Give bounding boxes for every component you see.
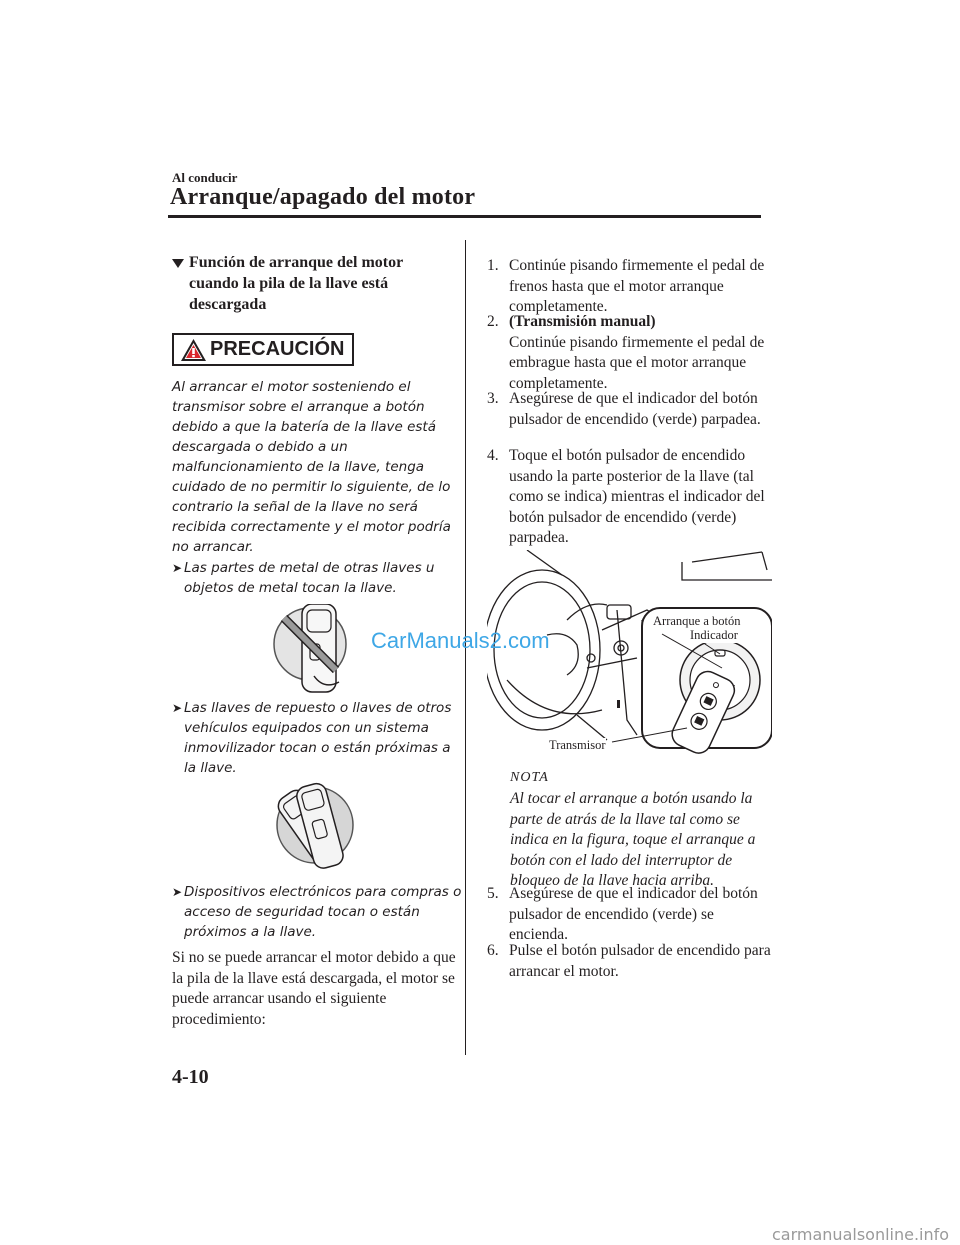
caution-text: Al arrancar el motor sosteniendo el transmisor sobre el arranque a botón debido a que la batería de la llave está descargada o debido a un malfuncionamiento de la llave, tenga cuidado de no permitir lo siguiente, de lo contrario la señal de la llave no será recibida correctamente y el motor podría no arrancar. bbox=[172, 379, 451, 555]
step-item bbox=[487, 256, 772, 318]
arrow-bullet-icon: ➤ bbox=[172, 885, 183, 899]
key-metal-illustration bbox=[270, 604, 360, 694]
step-text: Asegúrese de que el indicador del botón pulsador de encendido (verde) parpadea. bbox=[509, 390, 761, 428]
step-number: 1. bbox=[487, 257, 499, 274]
step-text: Continúe pisando firmemente el pedal de embrague hasta que el motor arranque completamente. bbox=[509, 333, 765, 392]
bullet-text: Dispositivos electrónicos para compras o acceso de seguridad tocan o están próximos a la llave. bbox=[184, 884, 462, 940]
page-title: Arranque/apagado del motor bbox=[170, 184, 476, 210]
figure-label-indicator: Indicador bbox=[690, 628, 738, 642]
arrow-bullet-icon: ➤ bbox=[172, 701, 183, 715]
bullet-text: Las partes de metal de otras llaves u objetos de metal tocan la llave. bbox=[184, 560, 435, 596]
triangle-down-icon bbox=[172, 259, 184, 268]
step-item bbox=[487, 884, 772, 946]
caution-label: PRECAUCIÓN bbox=[210, 338, 345, 360]
step-number: 5. bbox=[487, 885, 499, 902]
two-keys-illustration bbox=[270, 780, 360, 875]
procedure-intro: Si no se puede arrancar el motor debido a que la pila de la llave está descargada, el motor se puede arrancar usando el siguiente procedimiento: bbox=[172, 949, 456, 1028]
subheading bbox=[172, 252, 452, 315]
caution-box bbox=[172, 333, 354, 366]
step-item bbox=[487, 312, 772, 394]
section-label: Al conducir bbox=[172, 170, 238, 185]
warning-icon bbox=[180, 338, 207, 362]
arrow-bullet-icon: ➤ bbox=[172, 561, 183, 575]
step-text: Pulse el botón pulsador de encendido para arrancar el motor. bbox=[509, 942, 771, 980]
step-text: Asegúrese de que el indicador del botón pulsador de encendido (verde) se encienda. bbox=[509, 885, 758, 943]
figure-label-transmitter: Transmisor bbox=[549, 738, 606, 752]
step-number: 3. bbox=[487, 390, 499, 407]
bullet-item bbox=[172, 558, 462, 598]
step-number: 2. bbox=[487, 313, 499, 330]
bullet-item bbox=[172, 698, 462, 778]
footer-url: carmanualsonline.info bbox=[772, 1225, 950, 1244]
page-number: 4-10 bbox=[172, 1066, 209, 1088]
step-item bbox=[487, 941, 772, 982]
note-text: Al tocar el arranque a botón usando la parte de atrás de la llave tal como se indica en la figura, toque el arranque a botón con el lado del interruptor de bloqueo de la llave hacia arriba. bbox=[510, 790, 756, 889]
title-rule bbox=[168, 215, 761, 218]
step-number: 6. bbox=[487, 942, 499, 959]
figure-label-push-button: Arranque a botón bbox=[653, 614, 741, 628]
step-number: 4. bbox=[487, 447, 499, 464]
bullet-text: Las llaves de repuesto o llaves de otros vehículos equipados con un sistema inmovilizador tocan o están próximas a la llave. bbox=[184, 700, 452, 776]
step-text: Continúe pisando firmemente el pedal de frenos hasta que el motor arranque completamente. bbox=[509, 257, 765, 315]
bullet-item bbox=[172, 882, 462, 942]
step-text: Toque el botón pulsador de encendido usando la parte posterior de la llave (tal como se indica) mientras el indicador del botón pulsador de encendido (verde) parpadea. bbox=[509, 447, 765, 546]
watermark-text: CarManuals2.com bbox=[371, 628, 550, 653]
step-heading: (Transmisión manual) bbox=[509, 313, 656, 330]
step-item bbox=[487, 389, 772, 430]
step-item bbox=[487, 446, 772, 549]
note-title: NOTA bbox=[510, 770, 549, 785]
subheading-text: Función de arranque del motor cuando la pila de la llave está descargada bbox=[189, 254, 403, 313]
